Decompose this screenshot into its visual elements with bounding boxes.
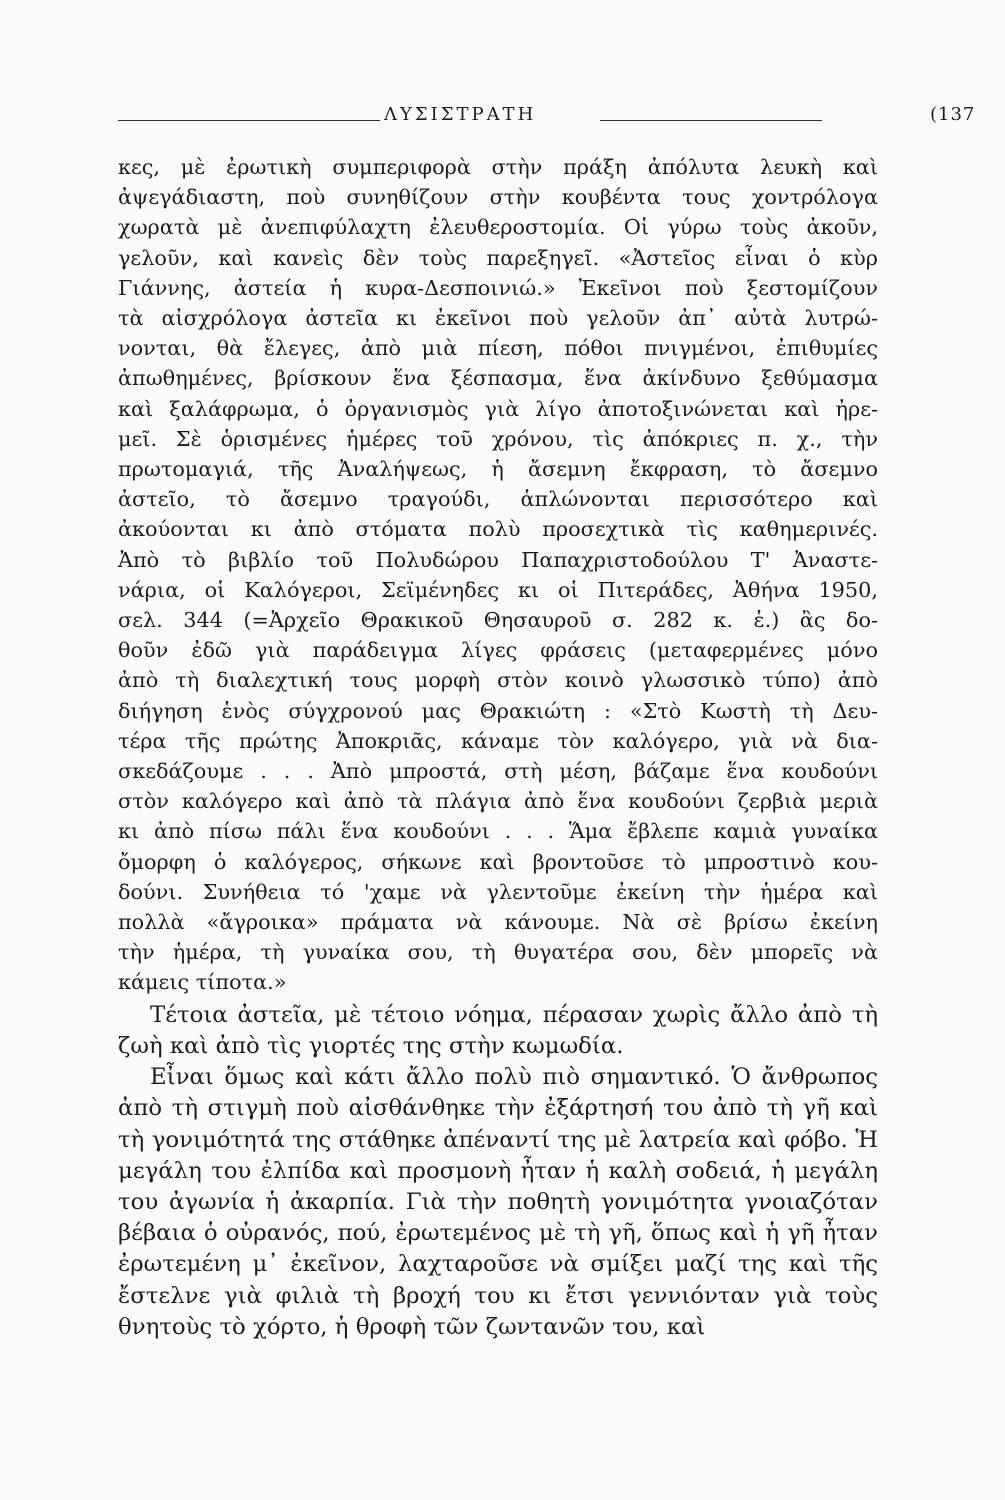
page-body — [118, 152, 878, 1343]
quote-line: διήγηση ἑνὸς σύγχρονού μας Θρακιώτη : «Στὸ Κωστὴ τὴ Δευ- — [118, 698, 878, 723]
main-text — [118, 1000, 878, 1343]
quote-line: ὄμορφη ὁ καλόγερος, σήκωνε καὶ βροντοῦσε τὸ μπροστινὸ κου- — [118, 849, 878, 874]
quote-line: κες, μὲ ἐρωτικὴ συμπεριφορὰ στὴν πράξη ἀπόλυτα λευκὴ καὶ — [118, 155, 878, 179]
quote-line: τὴν ἡμέρα, τὴ γυναίκα σου, τὴ θυγατέρα σου, δὲν μπορεῖς νὰ — [118, 940, 878, 965]
quote-line: Ἀπὸ τὸ βιβλίο τοῦ Πολυδώρου Παπαχριστοδούλου Τ' Ἀναστε- — [118, 547, 878, 572]
quote-line: νονται, θὰ ἔλεγες, ἀπὸ μιὰ πίεση, πόθοι πνιγμένοι, ἐπιθυμίες — [118, 336, 878, 361]
quote-line: ἀπὸ τὴ διαλεχτική τους μορφὴ στὸν κοινὸ γλωσσικὸ τύπο) ἀπὸ — [118, 668, 878, 693]
paragraph: Εἶναι ὅμως καὶ κάτι ἄλλο πολὺ πιὸ σημαντικό. Ὁ ἄνθρωπος ἀπὸ τὴ στιγμὴ ποὺ αἰσθάνθηκε τὴν ἐξάρτησή του ἀπὸ τὴ γῆ καὶ τὴ γονιμότητά της στάθηκε ἀπέναντί της μὲ λατρεία καὶ φόβο. Ἡ μεγάλη του ἐλπίδα καὶ προσμονὴ ἦταν ἡ καλὴ σοδειά, ἡ μεγάλη του ἀγωνία ἡ ἀκαρπία. Γιὰ τὴν ποθητὴ γονιμότητα γνοιαζόταν βέβαια ὁ οὐρανός, πού, ἐρωτεμένος μὲ τὴ γῆ, ὅπως καὶ ἡ γῆ ἦταν ἐρωτεμένη μ᾿ ἐκεῖνον, λαχταροῦσε νὰ σμίξει μαζί της καὶ τῆς ἔστελνε γιὰ φιλιὰ τὴ βροχή του κι ἔτσι γεννιόνταν γιὰ τοὺς θνητοὺς τὸ χόρτο, ἡ θροφὴ τῶν ζωντανῶν του, καὶ — [118, 1064, 878, 1340]
quote-line: ἀστεῖο, τὸ ἄσεμνο τραγούδι, ἁπλώνονται περισσότερο καὶ — [118, 487, 878, 512]
header-rule-left — [118, 120, 380, 121]
quote-line: τέρα τῆς πρώτης Ἀποκριᾶς, κάναμε τὸν καλόγερο, γιὰ νὰ δια- — [118, 728, 878, 753]
quote-line: χωρατὰ μὲ ἀνεπιφύλαχτη ἐλευθεροστομία. Οἱ γύρω τοὺς ἀκοῦν, — [118, 215, 878, 240]
quote-line: σελ. 344 (=Ἀρχεῖο Θρακικοῦ Θησαυροῦ σ. 282 κ. ἑ.) ἂς δο- — [118, 608, 878, 633]
header-rule-right — [600, 120, 822, 121]
quote-line: δούνι. Συνήθεια τό 'χαμε νὰ γλεντοῦμε ἐκείνη τὴν ἡμέρα καὶ — [118, 879, 878, 904]
quote-line: ἀψεγάδιαστη, ποὺ συνηθίζουν στὴν κουβέντα τους χοντρόλογα — [118, 185, 878, 210]
running-header — [118, 96, 976, 136]
quote-line: πολλὰ «ἄγροικα» πράματα νὰ κάνουμε. Νὰ σὲ βρίσω ἐκείνη — [118, 910, 878, 935]
page-number: (137 — [930, 104, 976, 125]
quote-line: πρωτομαγιά, τῆς Ἀναλήψεως, ἡ ἄσεμνη ἔκφραση, τὸ ἄσεμνο — [118, 457, 878, 482]
quote-line: θοῦν ἐδῶ γιὰ παράδειγμα λίγες φράσεις (μεταφερμένες μόνο — [118, 638, 878, 663]
running-title: ΛΥΣΙΣΤΡΑΤΗ — [384, 104, 537, 125]
paragraph: Τέτοια ἀστεῖα, μὲ τέτοιο νόημα, πέρασαν χωρὶς ἄλλο ἀπὸ τὴ ζωὴ καὶ ἀπὸ τὶς γιορτές της στὴν κωμωδία. — [118, 1001, 878, 1059]
quote-line: μεῖ. Σὲ ὁρισμένες ἡμέρες τοῦ χρόνου, τὶς ἀπόκριες π. χ., τὴν — [118, 426, 878, 451]
quoted-passage — [118, 152, 878, 998]
quote-line: ἀπωθημένες, βρίσκουν ἕνα ξέσπασμα, ἕνα ἀκίνδυνο ξεθύμασμα — [118, 366, 878, 391]
quote-line: νάρια, οἱ Καλόγεροι, Σεϊμένηδες κι οἱ Πιτεράδες, Ἀθήνα 1950, — [118, 577, 878, 602]
quote-line: στὸν καλόγερο καὶ ἀπὸ τὰ πλάγια ἀπὸ ἕνα κουδούνι ζερβιὰ μεριὰ — [118, 789, 878, 814]
quote-line: τὰ αἰσχρόλογα ἀστεῖα κι ἐκεῖνοι ποὺ γελοῦν ἀπ᾿ αὐτὰ λυτρώ- — [118, 306, 878, 331]
quote-line: σκεδάζουμε . . . Ἀπὸ μπροστά, στὴ μέση, βάζαμε ἕνα κουδούνι — [118, 759, 878, 784]
quote-line: κι ἀπὸ πίσω πάλι ἕνα κουδούνι . . . Ἅμα ἔβλεπε καμιὰ γυναίκα — [118, 819, 878, 844]
quote-line: κάμεις τίποτα.» — [118, 970, 287, 995]
quote-line: ἀκούονται κι ἀπὸ στόματα πολὺ προσεχτικὰ τὶς καθημερινές. — [118, 517, 878, 542]
quote-line: Γιάννης, ἀστεία ἡ κυρα-Δεσποινιώ.» Ἐκεῖνοι ποὺ ξεστομίζουν — [118, 275, 878, 300]
quote-line: γελοῦν, καὶ κανεὶς δὲν τοὺς παρεξηγεῖ. «Ἀστεῖος εἶναι ὁ κὺρ — [118, 245, 878, 270]
quote-line: καὶ ξαλάφρωμα, ὁ ὀργανισμὸς γιὰ λίγο ἀποτοξινώνεται καὶ ἠρε- — [118, 396, 878, 421]
